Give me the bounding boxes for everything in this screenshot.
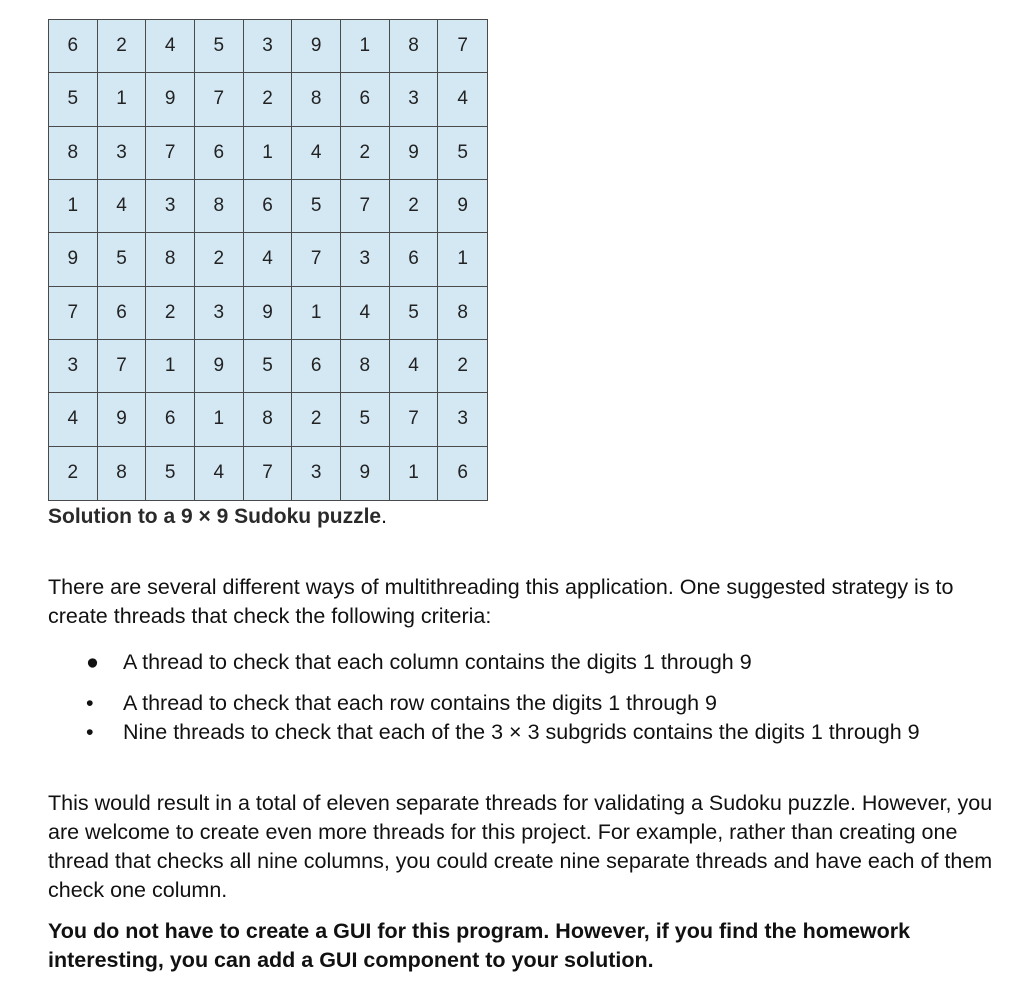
bullet-icon: ●: [86, 650, 99, 674]
sudoku-cell: 8: [390, 20, 439, 73]
sudoku-cell: 7: [244, 447, 293, 500]
sudoku-cell: 9: [146, 73, 195, 126]
sudoku-cell: 4: [292, 127, 341, 180]
sudoku-cell: 8: [438, 287, 487, 340]
sudoku-cell: 6: [457, 462, 468, 484]
sudoku-cell: 2: [292, 393, 341, 446]
sudoku-cell: 8: [195, 180, 244, 233]
sudoku-cell: 8: [146, 233, 195, 286]
sudoku-cell: 5: [195, 20, 244, 73]
sudoku-cell: 5: [146, 447, 195, 500]
bullet-icon: •: [86, 691, 94, 715]
sudoku-cell: 3: [341, 233, 390, 286]
sudoku-cell: 1: [49, 180, 98, 233]
sudoku-cell: 1: [341, 20, 390, 73]
sudoku-cell: 9: [292, 20, 341, 73]
gui-note-paragraph: You do not have to create a GUI for this program. However, if you find the homework interesting, you can add a GUI component to your solution.: [48, 919, 911, 972]
sudoku-cell: 4: [98, 180, 147, 233]
list-item: [86, 689, 1003, 718]
sudoku-cell: 3: [49, 340, 98, 393]
figure-caption: [48, 504, 387, 530]
sudoku-cell: 2: [49, 447, 98, 500]
sudoku-cell: 2: [438, 340, 487, 393]
sudoku-cell: 3: [244, 20, 293, 73]
sudoku-cell: 2: [244, 73, 293, 126]
sudoku-cell: 6: [98, 287, 147, 340]
sudoku-cell: 8: [98, 447, 147, 500]
sudoku-cell: 4: [244, 233, 293, 286]
sudoku-cell: 6: [292, 340, 341, 393]
sudoku-cell: 9: [98, 393, 147, 446]
sudoku-cell: 8: [341, 340, 390, 393]
sudoku-cell: 3: [195, 287, 244, 340]
sudoku-cell: 1: [98, 73, 147, 126]
sudoku-cell: 1: [244, 127, 293, 180]
sudoku-cell: 9: [244, 287, 293, 340]
sudoku-cell: 7: [49, 287, 98, 340]
sudoku-cell: 5: [292, 180, 341, 233]
sudoku-cell: 2: [98, 20, 147, 73]
bullet-text: A thread to check that each row contains the digits 1 through 9: [123, 691, 718, 715]
sudoku-cell: 2: [390, 180, 439, 233]
sudoku-cell: 8: [244, 393, 293, 446]
sudoku-cell: 4: [49, 393, 98, 446]
sudoku-cell: 7: [195, 73, 244, 126]
sudoku-cell: 9: [195, 340, 244, 393]
sudoku-cell: 4: [390, 340, 439, 393]
sudoku-cell: 7: [390, 393, 439, 446]
sudoku-cell: 5: [341, 393, 390, 446]
bullet-text: A thread to check that each column contains the digits 1 through 9: [123, 650, 752, 674]
intro-paragraph: There are several different ways of multithreading this application. One suggested strategy is to create threads that check the following criteria:: [48, 575, 954, 628]
sudoku-cell: 5: [390, 287, 439, 340]
sudoku-cell: 3: [98, 127, 147, 180]
sudoku-cell: 6: [49, 20, 98, 73]
sudoku-cell: 3: [292, 447, 341, 500]
sudoku-cell: 2: [341, 127, 390, 180]
sudoku-cell: 7: [292, 233, 341, 286]
sudoku-cell: 1: [146, 340, 195, 393]
sudoku-cell: 4: [146, 20, 195, 73]
sudoku-cell: 4: [195, 447, 244, 500]
sudoku-cell: 2: [195, 233, 244, 286]
list-item: [86, 648, 1003, 677]
bullet-text: Nine threads to check that each of the 3 × 3 subgrids contains the digits 1 through 9: [123, 720, 920, 744]
sudoku-cell: 5: [49, 73, 98, 126]
sudoku-cell: 8: [49, 127, 98, 180]
caption-period: .: [381, 505, 387, 528]
sudoku-cell: 7: [438, 20, 487, 73]
sudoku-cell: 6: [146, 393, 195, 446]
sudoku-cell: 8: [292, 73, 341, 126]
sudoku-cell: 3: [390, 73, 439, 126]
sudoku-cell: 9: [341, 447, 390, 500]
caption-title: Solution to a 9 × 9 Sudoku puzzle: [48, 505, 382, 528]
sudoku-cell: 9: [49, 233, 98, 286]
sudoku-cell: 1: [195, 393, 244, 446]
sudoku-cell: 6: [195, 127, 244, 180]
sudoku-grid: [48, 19, 488, 501]
sudoku-cell: 7: [341, 180, 390, 233]
sudoku-cell: 9: [438, 180, 487, 233]
sudoku-cell: 1: [390, 447, 439, 500]
list-item: [86, 718, 1003, 747]
sudoku-cell: 4: [341, 287, 390, 340]
sudoku-cell: 6: [341, 73, 390, 126]
bullet-icon: •: [86, 720, 94, 744]
sudoku-cell: 6: [390, 233, 439, 286]
result-paragraph: This would result in a total of eleven separate threads for validating a Sudoku puzzle. However, you are welcome to create even more threads for this project. For example, rather than creating one thread that checks all nine columns, you could create nine separate threads and have each of them check one column.: [48, 791, 993, 902]
sudoku-cell: 7: [98, 340, 147, 393]
sudoku-cell: 5: [438, 127, 487, 180]
sudoku-cell: 2: [146, 287, 195, 340]
sudoku-cell: 5: [244, 340, 293, 393]
sudoku-cell: 4: [438, 73, 487, 126]
sudoku-cell: 1: [438, 233, 487, 286]
sudoku-cell: 7: [146, 127, 195, 180]
sudoku-cell: 1: [292, 287, 341, 340]
sudoku-cell: 3: [438, 393, 487, 446]
sudoku-cell: 9: [390, 127, 439, 180]
sudoku-cell: 6: [244, 180, 293, 233]
sudoku-cell: 3: [146, 180, 195, 233]
sudoku-cell: 5: [98, 233, 147, 286]
